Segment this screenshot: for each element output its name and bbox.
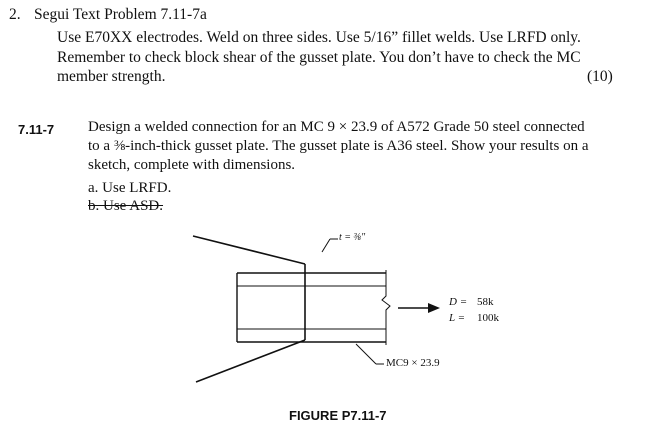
thickness-label: t = ⅜″: [339, 232, 366, 243]
problem-points: (10): [587, 68, 613, 85]
load-arrow-head: [428, 303, 440, 313]
gusset-top-edge: [193, 236, 305, 264]
problem-title: Segui Text Problem 7.11-7a: [34, 6, 207, 23]
live-load-value: 100k: [477, 312, 499, 324]
problem-line-3: member strength.: [57, 68, 166, 85]
dead-load-label: D =: [449, 296, 468, 308]
textbook-line-3: sketch, complete with dimensions.: [88, 157, 296, 173]
member-break-line: [382, 270, 390, 345]
member-label-leader: [356, 344, 376, 364]
dead-load-value: 58k: [477, 296, 494, 308]
problem-number: 2.: [9, 6, 21, 23]
textbook-line-1: Design a welded connection for an MC 9 × 23.9 of A572 Grade 50 steel connected: [88, 119, 585, 135]
figure-caption: FIGURE P7.11-7: [289, 408, 387, 423]
thickness-leader: [322, 239, 330, 252]
part-b: b. Use ASD.: [88, 198, 164, 214]
textbook-problem-number: 7.11-7: [18, 122, 55, 137]
problem-line-1: Use E70XX electrodes. Weld on three sides. Use 5/16” fillet welds. Use LRFD only.: [57, 29, 581, 46]
part-a: a. Use LRFD.: [88, 180, 172, 196]
problem-line-2: Remember to check block shear of the gusset plate. You don’t have to check the MC: [57, 49, 581, 66]
live-load-label: L =: [449, 312, 466, 324]
member-label: MC9 × 23.9: [386, 357, 440, 369]
gusset-bottom-edge: [196, 340, 305, 382]
textbook-line-2: to a ⅜-inch-thick gusset plate. The gusset plate is A36 steel. Show your results on a: [88, 138, 589, 154]
